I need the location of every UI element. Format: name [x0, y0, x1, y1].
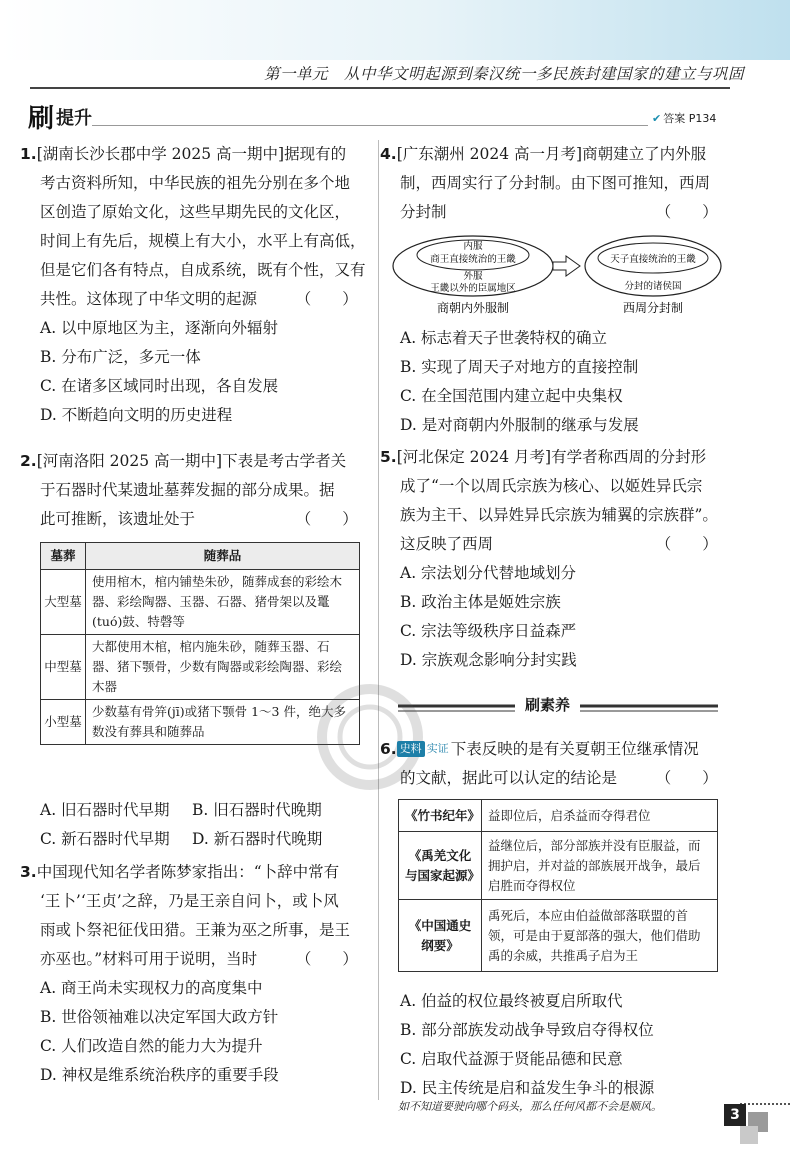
q1-text-2: 区创造了原始文化，这些早期先民的文化区，: [40, 203, 351, 221]
brand-big: 刷: [28, 104, 55, 134]
header-rule: [30, 87, 730, 89]
unit-title: 第一单元 从中华文明起源到秦汉统一多民族封建国家的建立与巩固: [263, 65, 744, 83]
question-3-line: [20, 858, 358, 887]
table-row: [399, 800, 718, 832]
left-inner-label-2: 商王直接统治的王畿: [430, 254, 516, 265]
question-number: 6.: [380, 740, 397, 758]
question-1: [20, 140, 366, 430]
question-5-line: [380, 443, 718, 472]
q1-text-0: [湖南长沙长郡中学 2025 高一期中]据现有的: [36, 145, 347, 163]
q4-text-1: 制，西周实行了分封制。由下图可推知，西周: [400, 174, 711, 192]
q2-text-1: 于石器时代某遗址墓葬发掘的部分成果。据: [40, 481, 335, 499]
q5-option-b[interactable]: B. 政治主体是姬姓宗族: [400, 593, 561, 611]
right-caption: 西周分封制: [622, 301, 684, 315]
q1-option-b[interactable]: B. 分布广泛，多元一体: [40, 348, 201, 366]
evidence-tag: 实证: [426, 742, 449, 755]
left-outer-label-1: 外服: [463, 271, 483, 282]
question-3: [20, 858, 358, 1090]
table-row: [399, 900, 718, 972]
question-5: [380, 443, 718, 675]
question-number: 3.: [20, 863, 37, 881]
q1-option-c[interactable]: C. 在诸多区域同时出现，各自发展: [40, 377, 279, 395]
left-caption: 商朝内外服制: [436, 301, 510, 315]
q2-option-c[interactable]: C. 新石器时代早期: [40, 830, 170, 848]
q5-option-d[interactable]: D. 宗族观念影响分封实践: [400, 651, 577, 669]
q1-text-4: 但是它们各有特点，自成系统，既有个性，又有: [40, 261, 366, 279]
column-divider: [378, 140, 379, 1100]
question-4: [380, 140, 718, 227]
question-2: [20, 447, 358, 534]
system-diagram: [388, 234, 728, 324]
checkmark-icon: ✔: [652, 112, 662, 125]
q3-option-b[interactable]: B. 世俗领袖难以决定军国大政方针: [40, 1008, 279, 1026]
q4-option-c[interactable]: C. 在全国范围内建立起中央集权: [400, 387, 623, 405]
q6-options: [400, 987, 654, 1103]
q1-text-1: 考古资料所知，中华民族的祖先分别在多个地: [40, 174, 351, 192]
q2-options-row-2: [40, 825, 322, 854]
q3-option-c[interactable]: C. 人们改造自然的能力大为提升: [40, 1037, 263, 1055]
q6-option-c[interactable]: C. 启取代益源于贤能品德和民意: [400, 1050, 623, 1068]
q4-text-0: [广东潮州 2024 高一月考]商朝建立了内外服: [396, 145, 707, 163]
q1-text-5: 共性。这体现了中华文明的起源 （ ）: [40, 290, 358, 308]
table-row: [41, 570, 360, 635]
q6-text-1: 的文献，据此可以认定的结论是 （ ）: [400, 769, 718, 787]
page-number: 3: [724, 1104, 746, 1126]
question-2-line: [20, 447, 358, 476]
table-cell: 使用棺木，棺内铺垫朱砂，随葬成套的彩绘木器、彩绘陶器、玉器、石器、猪骨架以及鼍(tuó)鼓、特磬等: [86, 570, 360, 635]
q2-options: [40, 796, 322, 854]
question-1-line: [20, 140, 366, 169]
xia-succession-table: [398, 799, 718, 972]
q6-option-a[interactable]: A. 伯益的权位最终被夏启所取代: [400, 992, 623, 1010]
q3-text-3: 亦巫也。”材料可用于说明，当时 （ ）: [40, 950, 358, 968]
table-cell: 大型墓: [41, 570, 86, 635]
brand-small: 提升: [56, 107, 93, 129]
q3-text-0: 中国现代知名学者陈梦家指出：“卜辞中常有: [36, 863, 340, 881]
table-cell: 《中国通史纲要》: [399, 900, 482, 972]
q5-text-2: 族为主干、以异姓异氏宗族为辅翼的宗族群”。: [400, 506, 718, 524]
q2-option-b[interactable]: B. 旧石器时代晚期: [192, 801, 322, 819]
q6-option-b[interactable]: B. 部分部族发动战争导致启夺得权位: [400, 1021, 654, 1039]
table-cell: 益即位后，启杀益而夺得君位: [482, 800, 718, 832]
question-number: 5.: [380, 448, 397, 466]
q2-text-0: [河南洛阳 2025 高一期中]下表是考古学者关: [36, 452, 347, 470]
question-number: 4.: [380, 145, 397, 163]
table-cell: 禹死后，本应由伯益做部落联盟的首领，可是由于夏部落的强大，他们借助禹的余威，共推禹子启为王: [482, 900, 718, 972]
header-banner: [0, 0, 790, 60]
footer-dots: [740, 1103, 790, 1107]
table-cell: 中型墓: [41, 635, 86, 700]
q5-option-a[interactable]: A. 宗法划分代替地域划分: [400, 564, 577, 582]
brand-rule: [92, 125, 648, 126]
answer-reference: [652, 110, 716, 126]
question-number: 2.: [20, 452, 37, 470]
table-row: [399, 832, 718, 900]
question-number: 1.: [20, 145, 37, 163]
question-6-line: [380, 734, 718, 764]
arrow-right-icon: [553, 256, 580, 276]
table-cell: 少数墓有骨笄(jī)或猪下颚骨 1～3 件，绝大多数没有葬具和随葬品: [86, 700, 360, 745]
left-outer-label-2: 王畿以外的臣属地区: [430, 283, 516, 294]
q6-option-d[interactable]: D. 民主传统是启和益发生争斗的根源: [400, 1079, 655, 1097]
table-header: 随葬品: [86, 543, 360, 570]
q5-text-3: 这反映了西周 （ ）: [400, 535, 718, 553]
q1-option-d[interactable]: D. 不断趋向文明的历史进程: [40, 406, 233, 424]
q4-option-a[interactable]: A. 标志着天子世袭特权的确立: [400, 329, 608, 347]
section-brand: [28, 98, 92, 135]
right-inner-label: 天子直接统治的王畿: [610, 254, 696, 265]
q5-option-c[interactable]: C. 宗法等级秩序日益森严: [400, 622, 577, 640]
q3-option-a[interactable]: A. 商王尚未实现权力的高度集中: [40, 979, 263, 997]
q3-option-d[interactable]: D. 神权是维系统治秩序的重要手段: [40, 1066, 279, 1084]
q6-text-0: 下表反映的是有关夏朝王位继承情况: [450, 740, 699, 758]
section-label: 刷素养: [515, 694, 580, 715]
table-cell: 大都使用木棺，棺内施朱砂，随葬玉器、石器、猪下颚骨，少数有陶器或彩绘陶器、彩绘木器: [86, 635, 360, 700]
left-inner-label-1: 内服: [463, 241, 483, 252]
q4-options: [400, 324, 639, 440]
source-tag: 史料: [397, 741, 425, 757]
q1-option-a[interactable]: A. 以中原地区为主，逐渐向外辐射: [40, 319, 279, 337]
q1-text-3: 时间上有先后，规模上有大小，水平上有高低，: [40, 232, 366, 250]
footer-motto: 如不知道要驶向哪个码头，那么任何风都不会是顺风。: [398, 1100, 662, 1113]
page-decoration: [740, 1126, 758, 1144]
table-cell: 益继位后，部分部族并没有臣服益，而拥护启，并对益的部族展开战争，最后启胜而夺得权位: [482, 832, 718, 900]
q2-text-2: 此可推断，该遗址处于 （ ）: [40, 510, 358, 528]
table-cell: 小型墓: [41, 700, 86, 745]
q2-option-a[interactable]: A. 旧石器时代早期: [40, 801, 170, 819]
q3-text-1: ‘王卜’‘王贞’之辞，乃是王亲自问卜，或卜风: [40, 892, 339, 910]
table-cell: 《竹书纪年》: [399, 800, 482, 832]
answer-ref-text: 答案 P134: [663, 112, 717, 125]
q4-text-2: 分封制 （ ）: [400, 203, 718, 221]
q2-options-row-1: [40, 796, 322, 825]
table-header-row: [41, 543, 360, 570]
q2-option-d[interactable]: D. 新石器时代晚期: [192, 830, 323, 848]
right-outer-label: 分封的诸侯国: [624, 281, 682, 292]
question-6: [380, 734, 718, 793]
q5-text-0: [河北保定 2024 月考]有学者称西周的分封形: [396, 448, 707, 466]
table-header: 墓葬: [41, 543, 86, 570]
table-cell: 《禹羌文化与国家起源》: [399, 832, 482, 900]
question-4-line: [380, 140, 718, 169]
q4-option-d[interactable]: D. 是对商朝内外服制的继承与发展: [400, 416, 639, 434]
q5-text-1: 成了“一个以周氏宗族为核心、以姬姓异氏宗: [400, 477, 703, 495]
q3-text-2: 雨或卜祭祀征伐田猎。王兼为巫之所事，是王: [40, 921, 351, 939]
q4-option-b[interactable]: B. 实现了周天子对地方的直接控制: [400, 358, 639, 376]
